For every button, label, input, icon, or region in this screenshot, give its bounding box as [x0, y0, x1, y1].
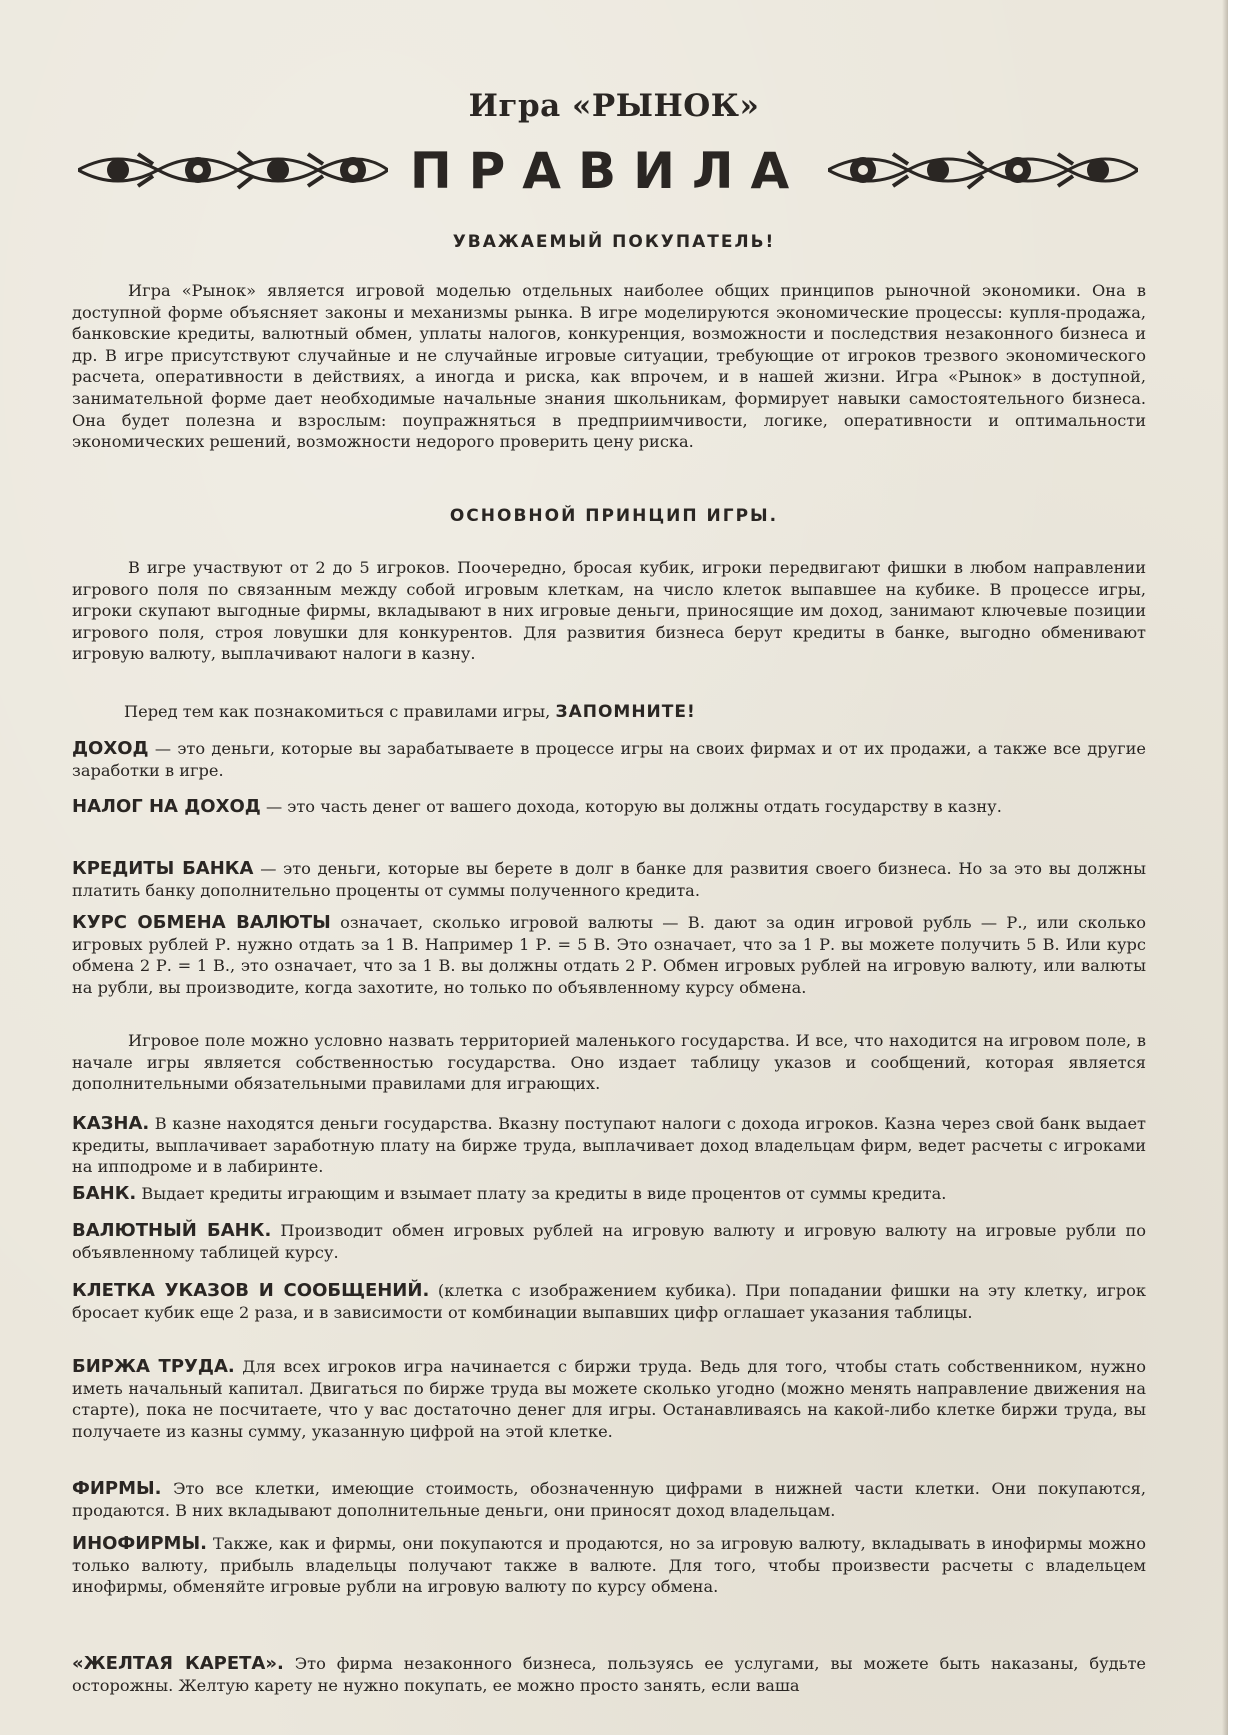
rules-title: ПРАВИЛА	[409, 142, 807, 200]
principle-heading: ОСНОВНОЙ ПРИНЦИП ИГРЫ.	[449, 506, 779, 526]
term-text: — это часть денег от вашего дохода, которую вы должны отдать государству в казну.	[260, 797, 1002, 816]
state-paragraph: Игровое поле можно условно назвать территорией маленького государства. И все, что находится на игровом поле, в начале игры является собственностью государства. Оно издает таблицу указов и сообщений, которая является дополнительными обязательными правилами для играющих.	[72, 1031, 1146, 1094]
term-text: Это фирма незаконного бизнеса, пользуясь ее услугами, вы можете быть наказаны, будьте осторожны. Желтую карету не нужно покупать, ее можно просто занять, если ваша	[72, 1654, 1146, 1695]
term-exchange-rate	[72, 912, 1146, 998]
floral-ornament-left-icon	[78, 144, 388, 196]
term-text: Выдает кредиты играющим и взымает плату за кредиты в виде процентов от суммы кредита.	[136, 1184, 947, 1203]
intro-paragraph: Игра «Рынок» является игровой моделью отдельных наиболее общих принципов рыночной экономики. Она в доступной форме объясняет законы и механизмы рынка. В игре моделируются экономические процессы: купля-продажа, банковские кредиты, валютный обмен, уплаты налогов, конкуренция, возможности и последствия незаконного бизнеса и др. В игре присутствуют случайные и не случайные игровые ситуации, требующие от игроков трезвого экономического расчета, оперативности в действиях, а иногда и риска, как впрочем, и в нашей жизни. Игра «Рынок» в доступной, занимательной форме дает необходимые начальные знания школьникам, формирует навыки самостоятельного бизнеса. Она будет полезна и взрослым: поупражняться в предприимчивости, логике, оперативности и оптимальности экономических решений, возможности недорого проверить цену риска.	[72, 281, 1146, 452]
term-label: «ЖЕЛТАЯ КАРЕТА».	[72, 1653, 284, 1674]
term-text: Это все клетки, имеющие стоимость, обозначенную цифрами в нижней части клетки. Они покупаются, продаются. В них вкладывают дополнительные деньги, они приносят доход владельцам.	[72, 1479, 1146, 1520]
cell-treasury	[72, 1113, 1146, 1178]
term-text: — это деньги, которые вы берете в долг в банке для развития своего бизнеса. Но за это вы должны платить банку дополнительно проценты от суммы полученного кредита.	[72, 859, 1146, 900]
term-label: КЛЕТКА УКАЗОВ И СООБЩЕНИЙ.	[72, 1280, 430, 1301]
term-label: ФИРМЫ.	[72, 1478, 162, 1499]
cell-currency-bank	[72, 1220, 1146, 1263]
principle-paragraph: В игре участвуют от 2 до 5 игроков. Поочередно, бросая кубик, игроки передвигают фишки в любом направлении игрового поля по связанным между собой игровым клеткам, на число клеток выпавшее на кубике. В процессе игры, игроки скупают выгодные фирмы, вкладывают в них игровые деньги, приносящие им доход, занимают ключевые позиции игрового поля, строя ловушки для конкурентов. Для развития бизнеса берут кредиты в банке, выгодно обменивают игровую валюту, выплачивают налоги в казну.	[72, 558, 1146, 664]
term-label: КУРС ОБМЕНА ВАЛЮТЫ	[72, 912, 331, 933]
cell-labor-exchange	[72, 1356, 1146, 1442]
term-label: БИРЖА ТРУДА.	[72, 1356, 235, 1377]
cell-decrees	[72, 1280, 1146, 1323]
cell-yellow-carriage	[72, 1653, 1146, 1696]
game-title: Игра «РЫНОК»	[468, 88, 760, 124]
term-text: Производит обмен игровых рублей на игровую валюту и игровую валюту на игровые рубли по объявленному таблицей курсу.	[72, 1221, 1146, 1262]
term-label: КАЗНА.	[72, 1113, 150, 1134]
term-bank-credits	[72, 858, 1146, 901]
paper-edge	[1222, 0, 1228, 1735]
remember-lead: Перед тем как познакомиться с правилами игры,	[124, 702, 551, 721]
term-income-tax	[72, 796, 1146, 818]
term-text: (клетка с изображением кубика). При попадании фишки на эту клетку, игрок бросает кубик еще 2 раза, и в зависимости от комбинации выпавших цифр оглашает указания таблицы.	[72, 1281, 1146, 1322]
remember-word: ЗАПОМНИТЕ!	[555, 702, 696, 722]
term-text: Также, как и фирмы, они покупаются и продаются, но за игровую валюту, вкладывать в инофирмы можно только валюту, прибыль владельцы получают также в валюте. Для того, чтобы произвести расчеты с владельцем инофирмы, обменяйте игровые рубли на игровую валюту по курсу обмена.	[72, 1534, 1146, 1597]
term-label: ДОХОД	[72, 738, 149, 759]
term-text: — это деньги, которые вы зарабатываете в процессе игры на своих фирмах и от их продажи, а также все другие заработки в игре.	[72, 739, 1146, 780]
term-label: ИНОФИРМЫ.	[72, 1533, 207, 1554]
cell-bank	[72, 1183, 1146, 1205]
greeting-heading: УВАЖАЕМЫЙ ПОКУПАТЕЛЬ!	[452, 232, 776, 252]
term-income	[72, 738, 1146, 781]
term-label: НАЛОГ НА ДОХОД	[72, 796, 261, 817]
cell-firms	[72, 1478, 1146, 1521]
term-label: ВАЛЮТНЫЙ БАНК.	[72, 1220, 272, 1241]
cell-foreign-firms	[72, 1533, 1146, 1598]
term-label: БАНК.	[72, 1183, 137, 1204]
term-text: В казне находятся деньги государства. Вказну поступают налоги с дохода игроков. Казна через свой банк выдает кредиты, выплачивает заработную плату на бирже труда, выплачивает доход владельцам фирм, ведет расчеты с игроками на ипподроме и в лабиринте.	[72, 1114, 1146, 1177]
remember-line	[72, 702, 1146, 722]
term-text: Для всех игроков игра начинается с биржи труда. Ведь для того, чтобы стать собственником, нужно иметь начальный капитал. Двигаться по бирже труда вы можете сколько угодно (можно менять направление движения на старте), пока не посчитаете, что у вас достаточно денег для игры. Останавливаясь на какой-либо клетке биржи труда, вы получаете из казны сумму, указанную цифрой на этой клетке.	[72, 1357, 1147, 1441]
rules-banner	[78, 140, 1138, 202]
floral-ornament-right-icon	[828, 144, 1138, 196]
term-text: означает, сколько игровой валюты — В. дают за один игровой рубль — Р., или сколько игровых рублей Р. нужно отдать за 1 В. Например 1 Р. = 5 В. Это означает, что за 1 Р. вы можете получить 5 В. Или курс обмена 2 Р. = 1 В., это означает, что за 1 В. вы должны отдать 2 Р. Обмен игровых рублей на игровую валюту, или валюты на рубли, вы производите, когда захотите, но только по объявленному курсу обмена.	[72, 913, 1146, 997]
term-label: КРЕДИТЫ БАНКА	[72, 858, 254, 879]
